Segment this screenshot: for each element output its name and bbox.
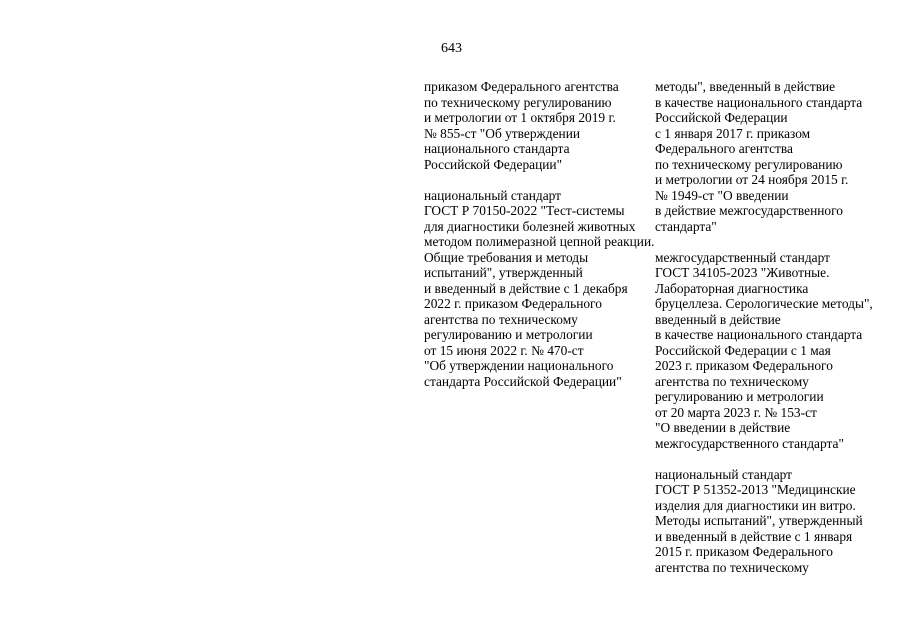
text-line: Федерального агентства xyxy=(655,141,793,156)
text-line: национального стандарта xyxy=(424,141,570,156)
text-line: агентства по техническому xyxy=(424,311,578,327)
text-line: 2015 г. приказом Федерального xyxy=(655,544,833,559)
text-line: в качестве национального стандарта xyxy=(655,94,863,110)
text-line: № 855-ст "Об утверждении xyxy=(424,125,581,141)
text-line: ГОСТ Р 51352-2013 "Медицинские xyxy=(655,482,856,497)
paragraph xyxy=(424,187,655,390)
text-line: "О введении в действие xyxy=(655,420,791,435)
text-line: в качестве национального стандарта xyxy=(655,327,863,342)
text-line: для диагностики болезней животных xyxy=(424,218,636,234)
paragraph xyxy=(655,467,900,576)
text-line: с 1 января 2017 г. приказом xyxy=(655,125,811,141)
text-line: агентства по техническому xyxy=(655,559,809,575)
text-line: Методы испытаний", утвержденный xyxy=(655,513,863,528)
text-line: регулированию и метрологии xyxy=(655,389,824,404)
text-line: введенный в действие xyxy=(655,311,781,327)
text-line: 2022 г. приказом Федерального xyxy=(424,296,602,311)
text-line: в действие межгосударственного xyxy=(655,203,843,218)
text-line: 2023 г. приказом Федерального xyxy=(655,358,833,373)
text-line: стандарта Российской Федерации" xyxy=(424,373,622,389)
text-line: и метрологии от 24 ноября 2015 г. xyxy=(655,172,849,187)
text-line: и метрологии от 1 октября 2019 г. xyxy=(424,110,616,125)
text-line: по техническому регулированию xyxy=(655,156,843,172)
text-line: Российской Федерации" xyxy=(424,156,563,172)
text-line: Общие требования и методы xyxy=(424,249,589,265)
text-line: от 15 июня 2022 г. № 470-ст xyxy=(424,342,584,358)
text-line: приказом Федерального агентства xyxy=(424,79,619,94)
paragraph xyxy=(424,79,649,172)
text-line: ГОСТ 34105-2023 "Животные. xyxy=(655,265,830,280)
paragraph xyxy=(655,79,900,234)
text-line: и введенный в действие с 1 декабря xyxy=(424,280,628,296)
right-column xyxy=(655,79,900,575)
text-line: межгосударственный стандарт xyxy=(655,249,830,265)
paragraph xyxy=(655,250,900,452)
text-line: национальный стандарт xyxy=(655,466,793,482)
text-line: изделия для диагностики ин витро. xyxy=(655,497,856,513)
text-line: методы", введенный в действие xyxy=(655,79,836,94)
text-line: бруцеллеза. Серологические методы", xyxy=(655,296,873,311)
text-line: методом полимеразной цепной реакции. xyxy=(424,234,655,249)
text-line: регулированию и метрологии xyxy=(424,327,593,342)
page-number: 643 xyxy=(441,41,462,56)
text-line: № 1949-ст "О введении xyxy=(655,187,789,203)
text-line: межгосударственного стандарта" xyxy=(655,435,844,451)
text-line: национальный стандарт xyxy=(424,187,562,203)
left-column xyxy=(424,79,655,389)
text-line: "Об утверждении национального xyxy=(424,358,614,373)
text-line: Лабораторная диагностика xyxy=(655,280,809,296)
text-line: ГОСТ Р 70150-2022 "Тест-системы xyxy=(424,203,625,218)
text-line: Российской Федерации с 1 мая xyxy=(655,342,831,358)
text-line: и введенный в действие с 1 января xyxy=(655,528,853,544)
text-line: агентства по техническому xyxy=(655,373,809,389)
text-line: стандарта" xyxy=(655,218,717,234)
text-line: по техническому регулированию xyxy=(424,94,612,110)
text-line: испытаний", утвержденный xyxy=(424,265,583,280)
text-line: от 20 марта 2023 г. № 153-ст xyxy=(655,404,817,420)
text-line: Российской Федерации xyxy=(655,110,788,125)
